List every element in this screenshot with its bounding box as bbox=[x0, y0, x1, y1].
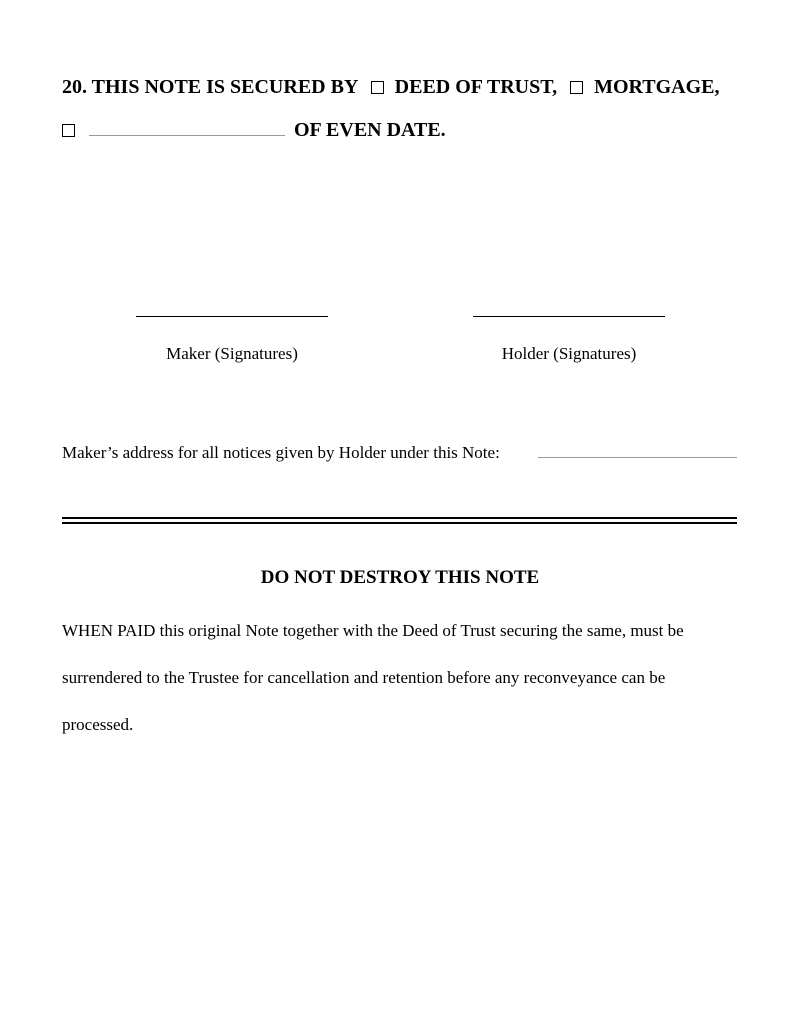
other-security-field[interactable] bbox=[89, 121, 285, 136]
holder-signature-label: Holder (Signatures) bbox=[501, 344, 637, 363]
address-field[interactable] bbox=[538, 457, 737, 458]
warning-line-1: WHEN PAID this original Note together with the Deed of Trust securing the same, must be bbox=[62, 621, 684, 640]
other-security-checkbox[interactable] bbox=[62, 124, 75, 137]
mortgage-label: MORTGAGE, bbox=[594, 76, 720, 98]
divider-bottom bbox=[62, 522, 737, 524]
clause-heading: 20. THIS NOTE IS SECURED BY bbox=[62, 76, 358, 98]
clause-line-1 bbox=[62, 76, 720, 99]
warning-title: DO NOT DESTROY THIS NOTE bbox=[260, 567, 540, 588]
deed-of-trust-label: DEED OF TRUST, bbox=[394, 76, 558, 98]
clause-line-2 bbox=[62, 119, 446, 142]
holder-signature-line[interactable] bbox=[473, 316, 665, 317]
maker-signature-line[interactable] bbox=[136, 316, 328, 317]
deed-of-trust-checkbox[interactable] bbox=[371, 81, 384, 94]
address-label: Maker’s address for all notices given by Holder under this Note: bbox=[62, 443, 500, 462]
divider-top bbox=[62, 517, 737, 519]
warning-line-3: processed. bbox=[62, 715, 134, 734]
maker-signature-label: Maker (Signatures) bbox=[166, 344, 298, 363]
mortgage-checkbox[interactable] bbox=[570, 81, 583, 94]
warning-line-2: surrendered to the Trustee for cancellation and retention before any reconveyance can be bbox=[62, 668, 666, 687]
even-date-label: OF EVEN DATE. bbox=[294, 119, 446, 141]
